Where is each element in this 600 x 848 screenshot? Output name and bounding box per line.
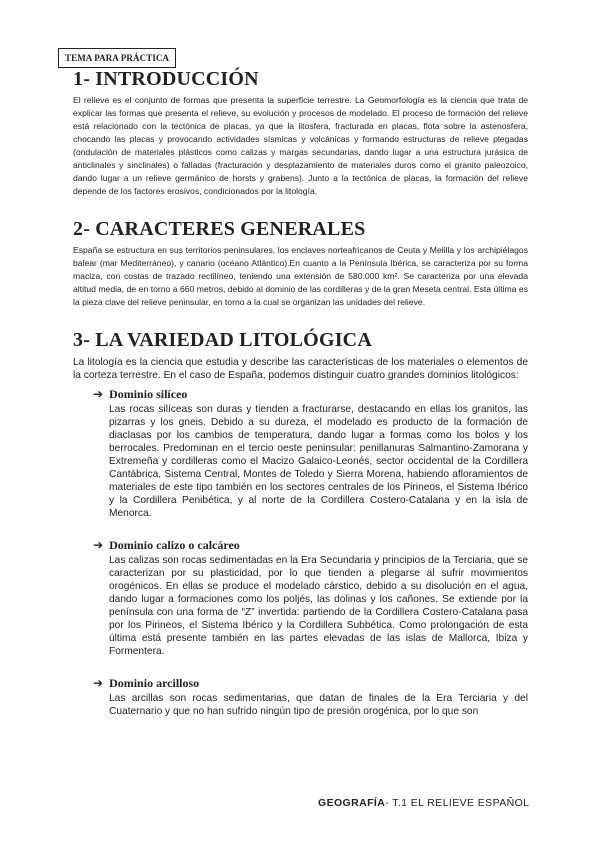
footer-subject: GEOGRAFÍA [318, 797, 386, 809]
section-paragraph: El relieve es el conjunto de formas que presenta la superficie terrestre. La Geomorfología es la ciencia que trata de explicar las formas que presenta el relieve, su evolución y procesos de modelado. El proceso de formación del relieve está relacionado con la tectónica de placas, ya que la litosfera, fracturada en placas, flota sobre la astenosfera, chocando las placas y provocando actividades sísmicas y volcánicas y formando estructuras de relieve plegadas (ondulación de materiales plásticos como calizas y margas secundarias, dando lugar a una estructura jurásica de anticlinales y sinclinales) o falladas (fracturación y desplazamiento de materiales duros como el granito paleozoico, dando lugar a un relieve germánico de horsts y grabens). Junto a la tectónica de placas, la formación del relieve depende de los factores erosivos, condicionados por la litología. [73, 95, 528, 196]
page-footer [318, 797, 529, 809]
section-lithology [73, 327, 528, 718]
domain-heading [93, 537, 528, 553]
domain-limestone [93, 537, 528, 658]
domain-heading [93, 386, 528, 402]
section-title: 2- CARACTERES GENERALES [73, 218, 366, 240]
domain-siliceous [93, 386, 528, 520]
domain-clay [93, 675, 528, 718]
section-title: 1- INTRODUCCIÓN [73, 68, 259, 90]
document-body [73, 66, 528, 718]
domain-heading-text: Dominio calizo o calcáreo [109, 538, 240, 552]
section-paragraph: España se estructura en sus territorios peninsulares, los enclaves norteafricanos de Ceuta y Melilla y los archipiélagos balear (mar Mediterráneo), y canario (océano Atlántico).En cuanto a la Península Ibérica, se caracteriza por su forma maciza, con costas de trazado rectilíneo, teniendo una extensión de 580.000 km². Se caracteriza por una elevada altitud media, de en torno a 660 metros, debido al dominio de las cordilleras y de la gran Meseta central. Esta última es la pieza clave del relieve peninsular, en torno a la cual se organizan las unidades del relieve. [73, 245, 528, 307]
domain-heading-text: Dominio arcilloso [109, 676, 200, 690]
arrow-right-icon: ➔ [93, 387, 104, 401]
domain-heading [93, 675, 528, 691]
topic-tag: TEMA PARA PRÁCTICA [58, 48, 176, 68]
section-paragraph: La litología es la ciencia que estudia y describe las características de los materiales o elementos de la corteza terrestre. En el caso de España, podemos distinguir cuatro grandes dominios litológicos: [73, 357, 528, 381]
section-general [73, 216, 528, 309]
section-introduction [73, 66, 528, 198]
domain-heading-text: Dominio silíceo [109, 387, 188, 401]
footer-topic: - T.1 EL RELIEVE ESPAÑOL [385, 797, 530, 809]
arrow-right-icon: ➔ [93, 538, 104, 552]
domain-paragraph: Las rocas silíceas son duras y tienden a fracturarse, destacando en ellas los granitos, las pizarras y los gneis. Debido a su dureza, el modelado es producto de la formación de diaclasas por los cambios de temperatura, dando lugar a formas como los bolos y los berrocales. Predominan en el tercio oeste peninsular: penillanuras Salmantino-Zamorana y Extremeña y cordilleras como el Macizo Galaico-Leonés, sector occidental de la Cordillera Cantábrica, Sistema Central, Montes de Toledo y Sierra Morena, habiendo afloramientos de materiales de este tipo también en los sectores centrales de los Pirineos, el Sistema Ibérico y la Cordillera Penibética, y al norte de la Cordillera Costero-Catalana y en la isla de Menorca. [109, 404, 528, 519]
domain-paragraph: Las arcillas son rocas sedimentarias, que datan de finales de la Era Terciaria y del Cuaternario y que no han sufrido ningún tipo de presión orogénica, por lo que son [109, 693, 528, 717]
arrow-right-icon: ➔ [93, 676, 104, 690]
section-title: 3- LA VARIEDAD LITOLÓGICA [73, 329, 372, 351]
domain-paragraph: Las calizas son rocas sedimentadas en la Era Secundaria y principios de la Terciaria, que se caracterizan por su plasticidad, por lo que tienden a plegarse al sufrir movimientos orogénicos. En ellas se produce el modelado cárstico, debido a su disolución en el agua, dando lugar a formaciones como los poljés, las dolinas y los cañones. Se extiende por la península con una forma de “Z” invertida: partiendo de la Cordillera Costero-Catalana pasa por los Pirineos, el Sistema Ibérico y la Cordillera Subbética. Como prolongación de esta última está presente también en las partes elevadas de las islas de Mallorca, Ibiza y Formentera. [109, 555, 528, 657]
